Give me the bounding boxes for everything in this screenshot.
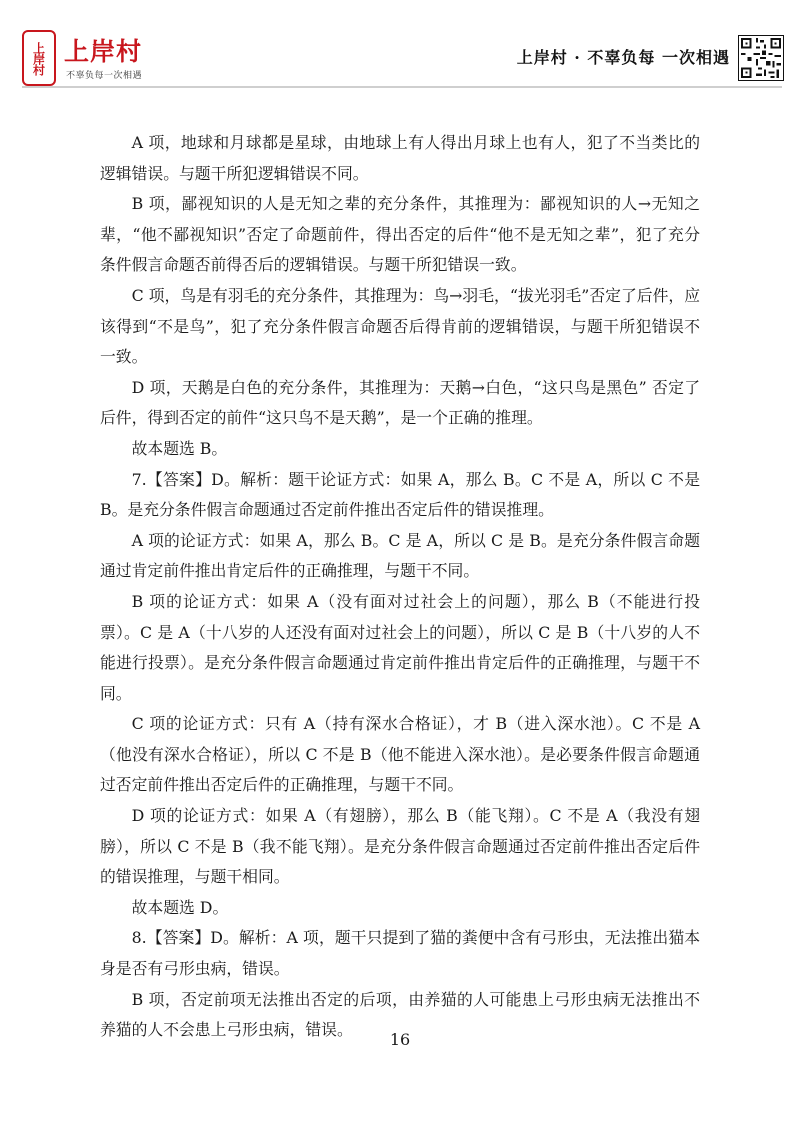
paragraph: D 项的论证方式：如果 A（有翅膀），那么 B（能飞翔）。C 不是 A（我没有翅膀），所以 C 不是 B（我不能飞翔）。是充分条件假言命题通过否定前件推出否定后件的错误推理，与题干相同。 (100, 806, 700, 887)
paragraph: D 项，天鹅是白色的充分条件，其推理为：天鹅→白色，“这只鸟是黑色” 否定了后件，得到否定的前件“这只鸟不是天鹅”，是一个正确的推理。 (100, 377, 700, 428)
logo-brand-name: 上岸村 (64, 37, 143, 66)
paragraph: A 项的论证方式：如果 A，那么 B。C 是 A，所以 C 是 B。是充分条件假言命题通过肯定前件推出肯定后件的正确推理，与题干不同。 (100, 530, 700, 581)
paragraph: C 项的论证方式：只有 A（持有深水合格证），才 B（进入深水池）。C 不是 A（他没有深水合格证），所以 C 不是 B（他不能进入深水池）。是必要条件假言命题通过否定前件推出否定后件的正确推理，与题干不同。 (100, 714, 700, 795)
paragraph: 8.【答案】D。解析：A 项，题干只提到了猫的粪便中含有弓形虫，无法推出猫本身是否有弓形虫病，错误。 (100, 928, 700, 979)
paragraph: 故本题选 D。 (131, 897, 229, 917)
paragraph: A 项，地球和月球都是星球，由地球上有人得出月球上也有人，犯了不当类比的逻辑错误。与题干所犯逻辑错误不同。 (100, 133, 700, 183)
paragraph: 故本题选 B。 (131, 438, 228, 458)
paragraph: B 项，鄙视知识的人是无知之辈的充分条件，其推理为：鄙视知识的人→无知之辈，“他不鄙视知识”否定了命题前件，得出否定的后件“他不是无知之辈”，犯了充分条件假言命题否前得否后的逻辑错误。与题干所犯错误一致。 (100, 194, 700, 275)
answer-explanation-body (100, 128, 700, 1046)
header-slogan: 上岸村 · 不辜负每 一次相遇 (516, 48, 730, 67)
paragraph: 7.【答案】D。解析：题干论证方式：如果 A，那么 B。C 不是 A，所以 C 不是 B。是充分条件假言命题通过否定前件推出否定后件的错误推理。 (100, 469, 700, 520)
logo-tagline: 不辜负每一次相遇 (66, 71, 143, 81)
brand-logo (22, 30, 192, 90)
paragraph: C 项，鸟是有羽毛的充分条件，其推理为：鸟→羽毛，“拔光羽毛”否定了后件，应该得到“不是鸟”，犯了充分条件假言命题否后得肯前的逻辑错误，与题干所犯错误不一致。 (100, 285, 700, 367)
logo-seal (22, 30, 56, 86)
page-number: 16 (389, 1030, 411, 1049)
qr-code-icon (738, 35, 784, 81)
paragraph: B 项，否定前项无法推出否定的后项，由养猫的人可能患上弓形虫病无法推出不养猫的人不会患上弓形虫病，错误。 (100, 989, 700, 1040)
paragraph: B 项的论证方式：如果 A（没有面对过社会上的问题），那么 B（不能进行投票）。C 是 A（十八岁的人还没有面对过社会上的问题），所以 C 是 B（十八岁的人不能进行投票）。是充分条件假言命题通过肯定前件推出肯定后件的正确推理，与题干不同。 (100, 591, 700, 703)
header-divider (22, 86, 782, 88)
logo-seal-text: 上岸村 (31, 41, 46, 75)
